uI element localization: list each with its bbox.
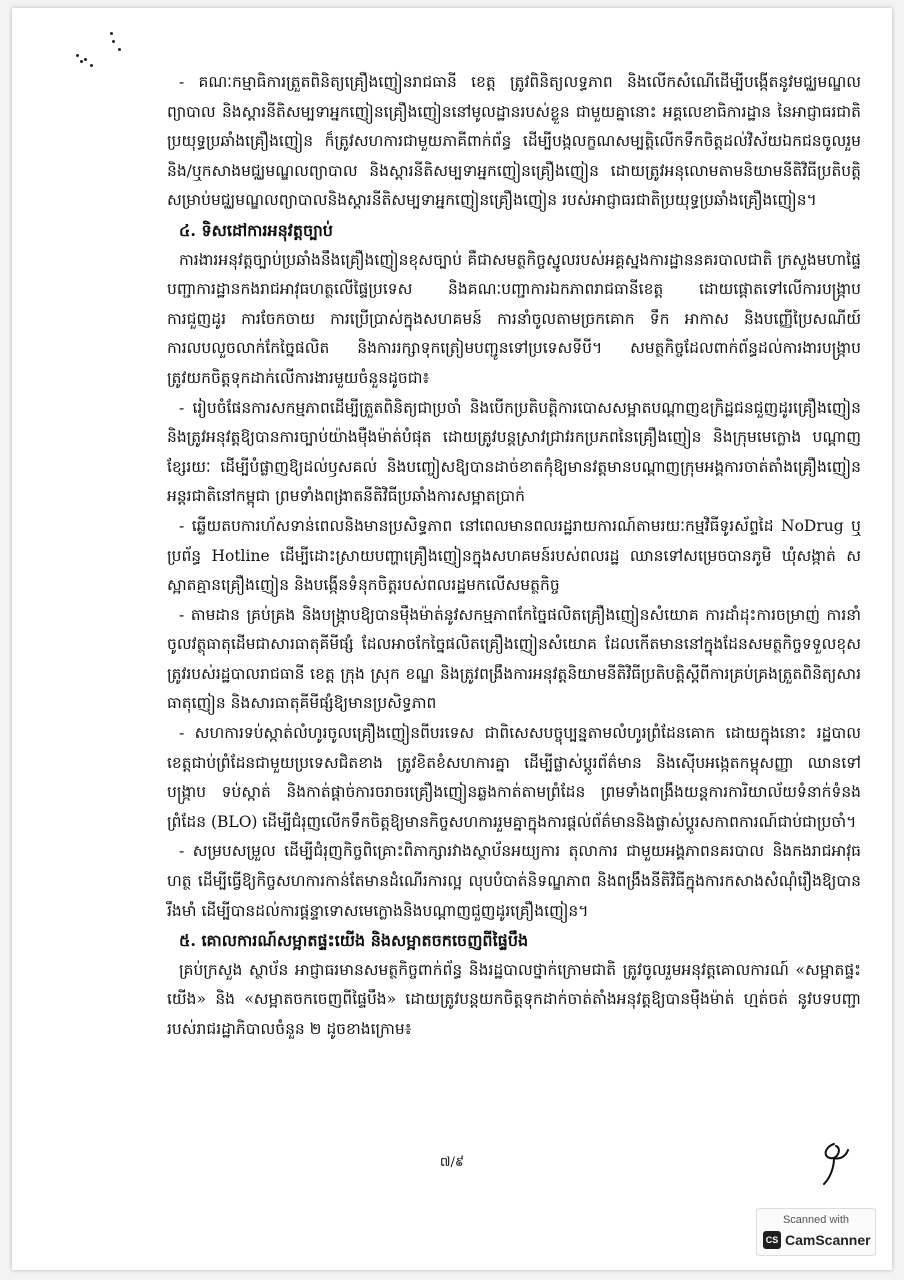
paragraph: - រៀបចំផែនការសកម្មភាពដើម្បីត្រួតពិនិត្យជាប្រចាំ និងបើកប្រតិបត្តិការបោសសម្អាតបណ្តាញឧក្រិដ្ឋជនជួញដូរគ្រឿងញៀន និងត្រូវអនុវត្តឱ្យបានការច្បាប់យ៉ាងម៉ឺងម៉ាត់បំផុត ដោយត្រូវបន្តស្រាវជ្រាវរកប្រភពនៃគ្រឿងញៀន និងក្រុមមេក្លោង បណ្តាញខ្សែរយៈ ដើម្បីបំផ្លាញឱ្យដល់ឫសគល់ និងបញ្ចៀសឱ្យបានដាច់ខាតកុំឱ្យមានវត្តមានបណ្តាញក្រុមអង្គការចាត់តាំងគ្រឿងញៀនអន្តរជាតិនៅកម្ពុជា ព្រមទាំងពង្រាតនីតិវិធីប្រឆាំងការសម្អាតប្រាក់ [167,398,861,506]
signature-mark [812,1138,852,1188]
paragraph: - សហការទប់ស្កាត់លំហូរចូលគ្រឿងញៀនពីបរទេស ជាពិសេសបច្ចុប្បន្នតាមលំហូរព្រំដែនគោក ដោយក្នុងនោះ រដ្ឋបាលខេត្តជាប់ព្រំដែនជាមួយប្រទេសជិតខាង ត្រូវខិតខំសហការគ្នា ដើម្បីផ្លាស់ប្តូរព័ត៌មាន និងស៊ើបអង្កេតកម្ពុសញ្ញា ឈានទៅបង្ក្រាប ទប់ស្កាត់ និងកាត់ផ្តាច់ការចរាចរគ្រឿងញៀនឆ្លងកាត់តាមព្រំដែន ព្រមទាំងពង្រឹងយន្តការការិយាល័យទំនាក់ទំនងព្រំដែន (BLO) ដើម្បីជំរុញលើកទឹកចិត្តឱ្យមានកិច្ចសហការរួមគ្នាក្នុងការផ្តល់ព័ត៌មាននិងផ្លាស់ប្តូរសកាពការណ៍ជាប់ជាប្រចាំ។ [167,724,861,831]
paragraph: គ្រប់ក្រសួង ស្ថាប័ន អាជ្ញាធរមានសមត្ថកិច្ចពាក់ព័ន្ធ និងរដ្ឋបាលថ្នាក់ក្រោមជាតិ ត្រូវចូលរួមអនុវត្តគោលការណ៍ «សម្អាតផ្ទះយើង» និង «សម្អាតចកចេញពីផ្ទៃបឹង» ដោយត្រូវបន្តយកចិត្តទុកដាក់ចាត់តាំងអនុវត្តឱ្យបានម៉ឺងម៉ាត់ ហ្មត់ចត់ នូវបទបញ្ជារបស់រាជរដ្ឋាភិបាលចំនួន ២ ដូចខាងក្រោម៖ [167,960,861,1038]
section-heading: ៥. គោលការណ៍សម្អាតផ្ទះយើង និងសម្អាតចកចេញពីផ្ទៃបឹង [179,931,529,951]
watermark-top-text: Scanned with [782,1214,850,1226]
paragraph: - សម្របសម្រួល ដើម្បីជំរុញកិច្ចពិគ្រោះពិភាក្សារវាងស្ថាប័នអយ្យការ តុលាការ ជាមួយអង្គភាពនគរបាល និងកងរាជអាវុធហត្ថ ដើម្បីធ្វើឱ្យកិច្ចសហការកាន់តែមានដំណើរការល្អ លុបបំបាត់និទណ្ឌភាព និងពង្រឹងនីតិវិធីក្នុងការកសាងសំណុំរឿងឱ្យបានរឹងមាំ ដើម្បីបានដល់ការផ្តន្ទាទោសមេក្លោងនិងបណ្តាញជួញដូរគ្រឿងញៀន។ [167,842,861,920]
logo-badge-text: CS [765,1235,779,1245]
document-page [12,8,892,1270]
paragraph: ការងារអនុវត្តច្បាប់ប្រឆាំងនឹងគ្រឿងញៀនខុសច្បាប់ គឺជាសមត្ថកិច្ចស្នូលរបស់អគ្គស្នងការដ្ឋាននគរបាលជាតិ ក្រសួងមហាផ្ទៃ បញ្ជាការដ្ឋានកងរាជអាវុធហត្ថលើផ្ទៃប្រទេស និងគណៈបញ្ជាការឯកភាពរាជធានីខេត្ត ដោយផ្តោតទៅលើការបង្ក្រាប ការជួញដូរ ការចែកចាយ ការប្រើប្រាស់ក្នុងសហគមន៍ ការនាំចូលតាមច្រកគោក ទឹក អាកាស និងបញ្ញើប្រៃសណីយ៍ ការលបលួចលាក់កែច្នៃផលិត និងការរក្សាទុកត្រៀមបញ្ជូនទៅប្រទេសទីបី។ សមត្ថកិច្ចដែលពាក់ព័ន្ធដល់ការងារបង្ក្រាប ត្រូវយកចិត្តទុកដាក់លើការងារមួយចំនួនដូចជា៖ [167,250,861,387]
camscanner-logo-icon [763,1231,781,1249]
page-number: ៧/៩ [439,1155,465,1170]
paragraph: - ឆ្លើយតបការហ័សទាន់ពេលនិងមានប្រសិទ្ធភាព នៅពេលមានពលរដ្ឋរាយការណ៍តាមរយៈកម្មវិធីទូរស័ព្ទដៃ NoDrug ឬប្រព័ន្ធ Hotline ដើម្បីដោះស្រាយបញ្ហាគ្រឿងញៀនក្នុងសហគមន៍របស់ពលរដ្ឋ ឈានទៅសម្រេចបានភូមិ ឃុំសង្កាត់ ស ស្អាតគ្មានគ្រឿងញៀន និងបង្កើនទំនុកចិត្តរបស់ពលរដ្ឋមកលើសមត្ថកិច្ច [167,516,861,595]
camscanner-watermark [756,1208,876,1256]
section-heading: ៤. ទិសដៅការអនុវត្តច្បាប់ [179,220,333,240]
paragraph: - គណៈកម្មាធិការត្រួតពិនិត្យគ្រឿងញៀនរាជធានី ខេត្ត ត្រូវពិនិត្យលទ្ធភាព និងលើកសំណើដើម្បីបង្កើតនូវមជ្ឈមណ្ឌលព្យាបាល និងស្តារនីតិសម្បទាអ្នកញៀនគ្រឿងញៀននៅមូលដ្ឋានរបស់ខ្លួន ជាមួយគ្នានោះ អគ្គលេខាធិការដ្ឋាន នៃអាជ្ញាធរជាតិប្រយុទ្ធប្រឆាំងគ្រឿងញៀន ក៏ត្រូវសហការជាមួយភាគីពាក់ព័ន្ធ ដើម្បីបង្កលក្ខណសម្បត្តិលើកទឹកចិត្តដល់វិស័យឯកជនចូលរួម និង/ឬកសាងមជ្ឈមណ្ឌលព្យាបាល និងស្តារនីតិសម្បទាអ្នកញៀនគ្រឿងញៀន ដោយត្រូវអនុលោមតាមនិយាមនីតិវិធីប្រតិបត្តិ សម្រាប់មជ្ឈមណ្ឌលព្យាបាលនិងស្តារនីតិសម្បទាអ្នកញៀនគ្រឿងញៀន របស់អាជ្ញាធរជាតិប្រយុទ្ធប្រឆាំងគ្រឿងញៀន។ [167,73,861,210]
paragraph: - តាមដាន គ្រប់គ្រង និងបង្ក្រាបឱ្យបានម៉ឺងម៉ាត់នូវសកម្មភាពកែច្នៃផលិតគ្រឿងញៀនសំយោគ ការដាំដុះការចម្រាញ់ ការនាំចូលវត្ថុធាតុដើមជាសារធាតុគីមីផ្សំ ដែលអាចកែច្នៃផលិតគ្រឿងញៀនសំយោគ ដែលកើតមាននៅក្នុងដែនសមត្ថកិច្ចទទួលខុសត្រូវរបស់រដ្ឋបាលរាជធានី ខេត្ត ក្រុង ស្រុក ខណ្ឌ និងត្រូវពង្រឹងការអនុវត្តនិយាមនីតិវិធីប្រតិបត្តិស្តីពីការគ្រប់គ្រងត្រួតពិនិត្យសារធាតុញៀន និងសារធាតុគីមីផ្សំឱ្យមានប្រសិទ្ធភាព [167,605,861,713]
watermark-brand: CamScanner [785,1232,871,1248]
scan-specks [70,28,140,78]
document-body [167,68,861,1045]
